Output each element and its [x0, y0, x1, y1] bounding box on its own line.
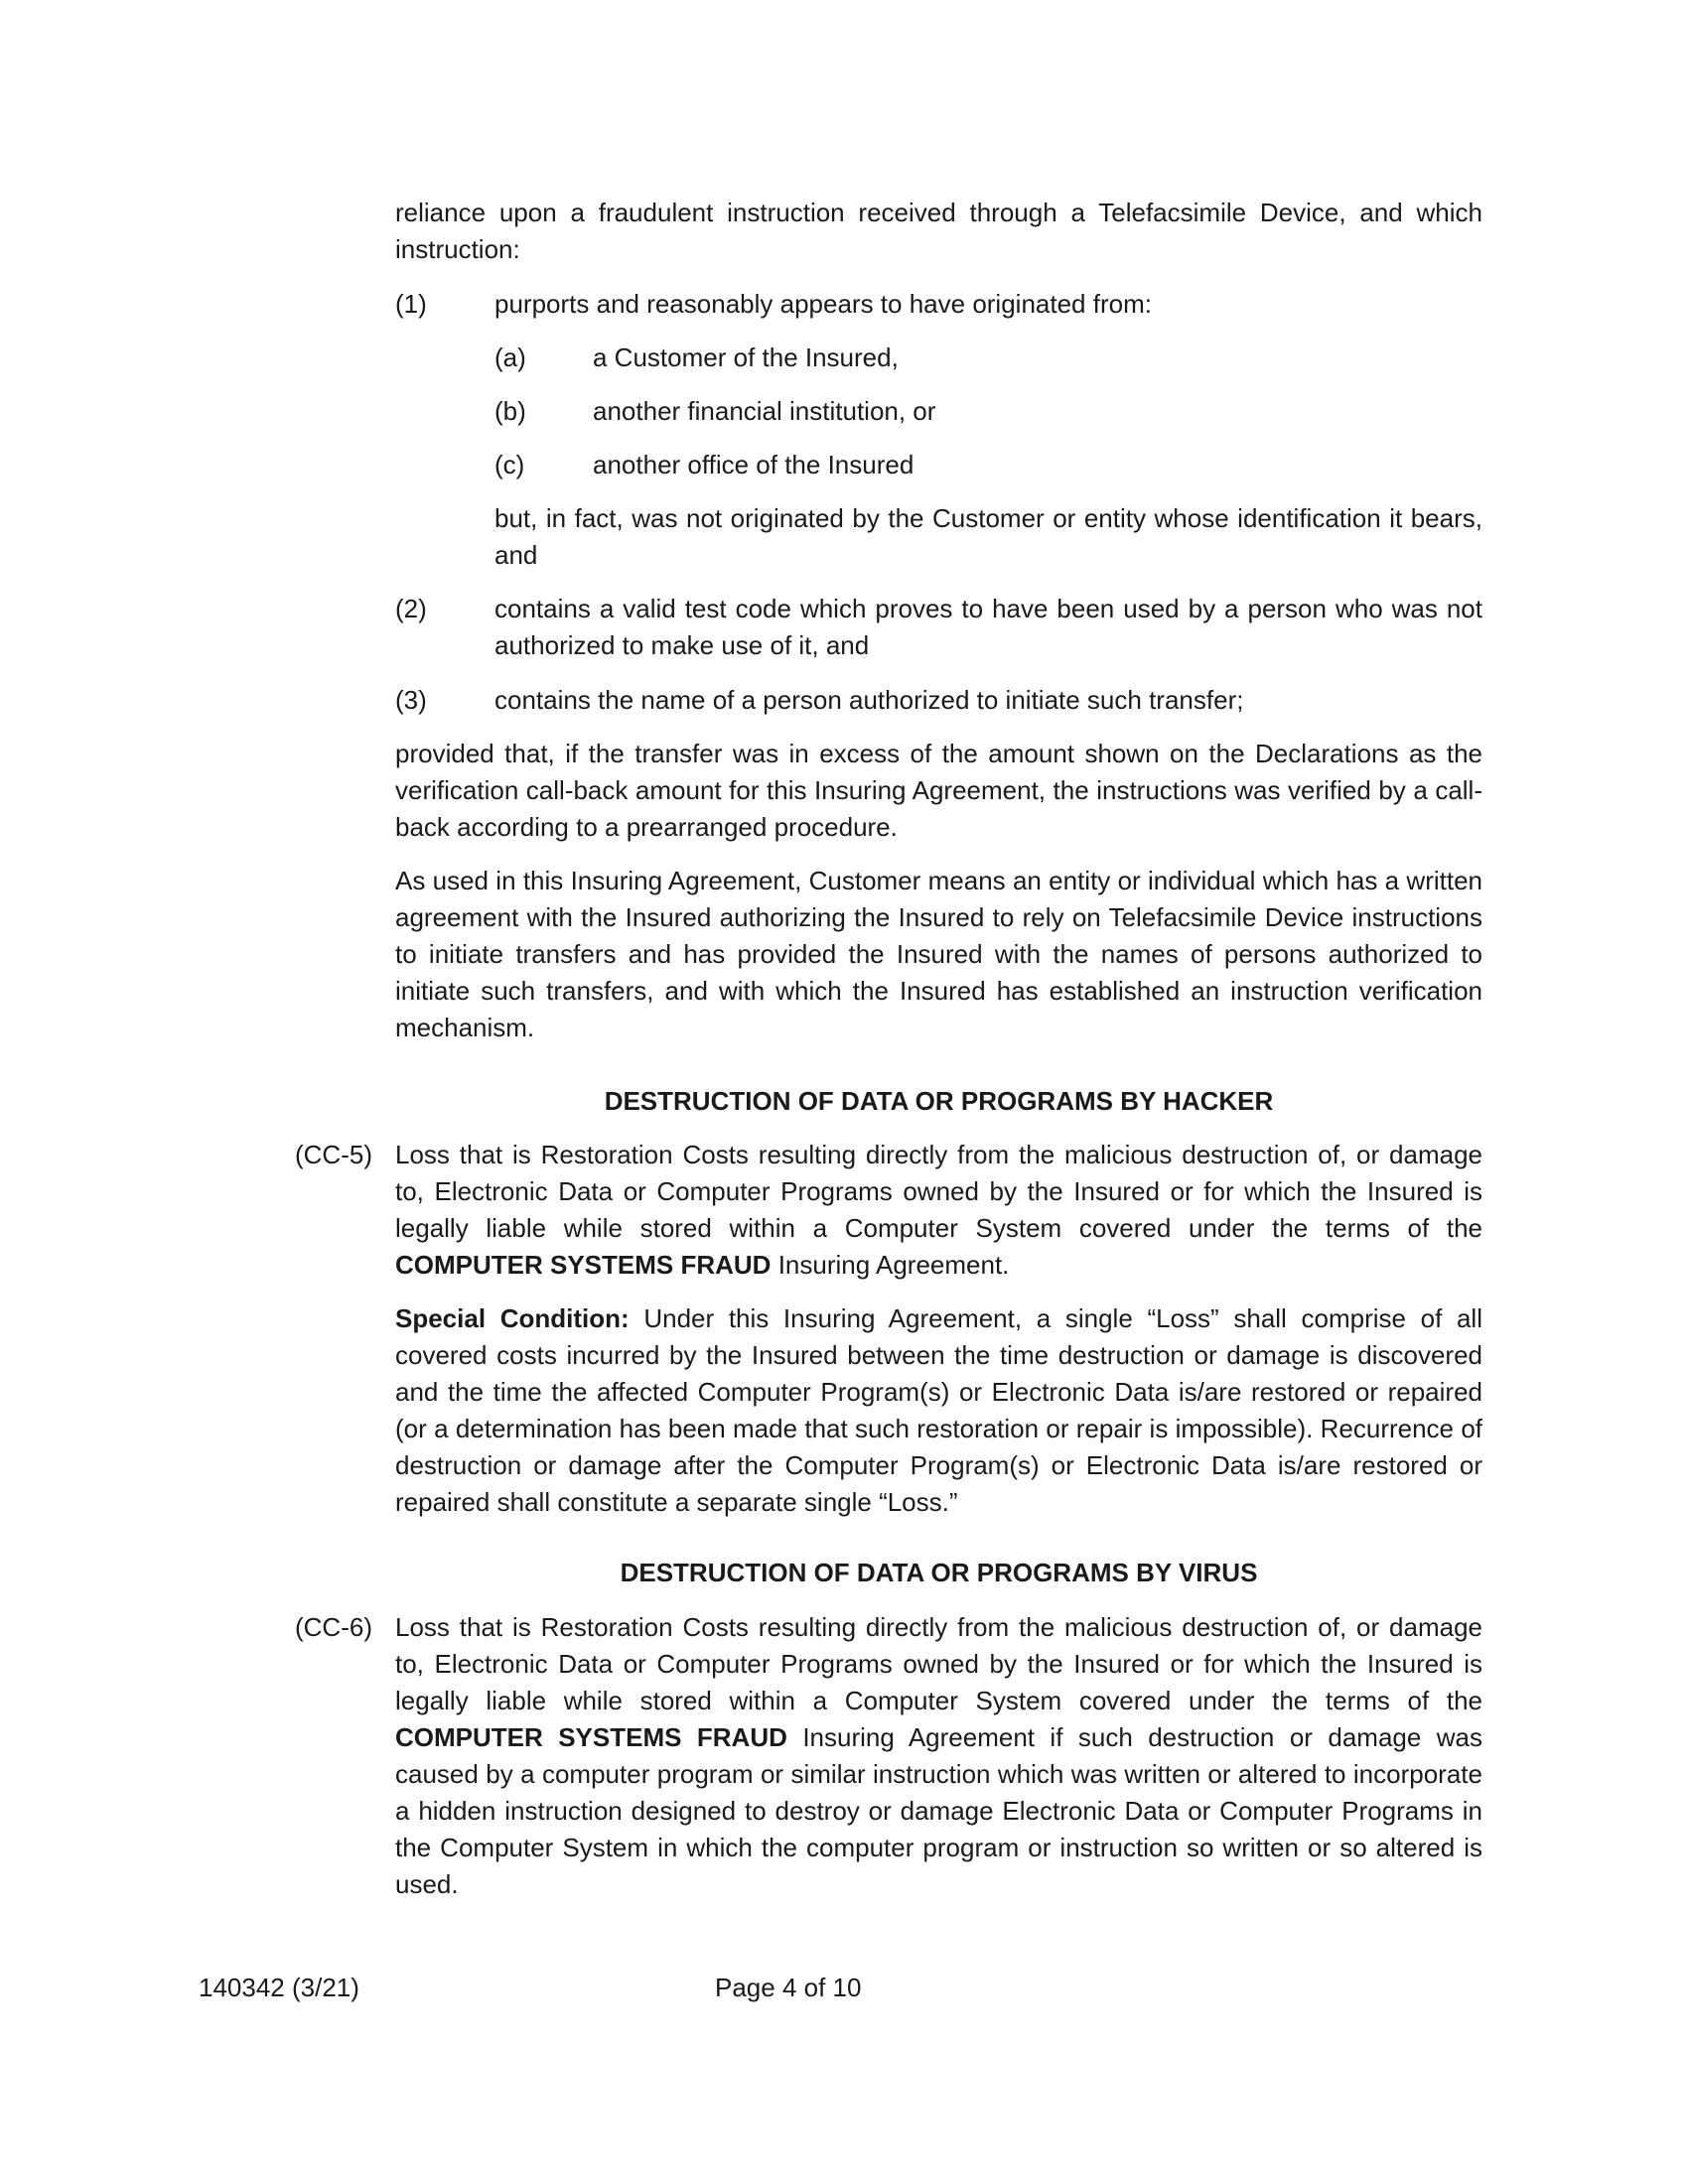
footer-page-number: Page 4 of 10 — [715, 1973, 862, 2002]
hacker-text-before: Loss that is Restoration Costs resulting directly from the malicious destruction of, or damage to, Electronic Data or Computer Programs owned by the Insured or for which the Insured is legally liable while stored within a Computer System covered under the terms of the — [395, 1140, 1482, 1243]
virus-text-after: Insuring Agreement if such destruction or damage was caused by a computer program or similar instruction which was written or altered to incorporate a hidden instruction designed to destroy or damage Electronic Data or Computer Programs in the Computer System in which the computer program or instruction so written or so altered is used. — [395, 1722, 1483, 1899]
footer-form-number: 140342 (3/21) — [199, 1973, 359, 2002]
item-text-1: purports and reasonably appears to have originated from: — [494, 289, 1152, 319]
hacker-paragraph — [395, 1137, 1482, 1284]
section-heading-hacker: DESTRUCTION OF DATA OR PROGRAMS BY HACKER — [604, 1086, 1274, 1116]
special-condition-paragraph — [395, 1300, 1482, 1521]
hacker-bold-term: COMPUTER SYSTEMS FRAUD — [395, 1250, 772, 1280]
item-text-3: contains the name of a person authorized to initiate such transfer; — [494, 685, 1244, 715]
special-condition-label: Special Condition: — [395, 1303, 630, 1333]
section-code-cc5: (CC-5) — [295, 1140, 372, 1169]
but-in-fact-paragraph: but, in fact, was not originated by the Customer or entity whose identification it bears, and — [494, 503, 1482, 570]
section-heading-virus: DESTRUCTION OF DATA OR PROGRAMS BY VIRUS — [620, 1558, 1258, 1587]
special-condition-text: Under this Insuring Agreement, a single “Loss” shall comprise of all covered costs incurred by the Insured between the time destruction or damage is discovered and the time the affected Computer Program(s) or Electronic Data is/are restored or repaired (or a determination has been made that such restoration or repair is impossible). Recurrence of destruction or damage after the Computer Program(s) or Electronic Data is/are restored or repaired shall constitute a separate single “Loss.” — [395, 1303, 1482, 1517]
provided-that-paragraph: provided that, if the transfer was in excess of the amount shown on the Declarations as the verification call-back amount for this Insuring Agreement, the instructions was verified by a call-back according to a prearranged procedure. — [395, 739, 1482, 842]
item-number-2: (2) — [395, 594, 427, 623]
section-code-cc6: (CC-6) — [295, 1612, 372, 1642]
sub-item-number-a: (a) — [494, 342, 526, 372]
sub-item-text-a: a Customer of the Insured, — [593, 342, 899, 372]
sub-item-text-b: another financial institution, or — [593, 396, 936, 426]
sub-item-number-b: (b) — [494, 396, 526, 426]
item-number-3: (3) — [395, 685, 427, 715]
intro-paragraph: reliance upon a fraudulent instruction received through a Telefacsimile Device, and which instruction: — [395, 198, 1482, 264]
sub-item-text-c: another office of the Insured — [593, 450, 914, 479]
virus-bold-term: COMPUTER SYSTEMS FRAUD — [395, 1722, 787, 1752]
customer-definition-paragraph: As used in this Insuring Agreement, Customer means an entity or individual which has a written agreement with the Insured authorizing the Insured to rely on Telefacsimile Device instructions to initiate transfers and has provided the Insured with the names of persons authorized to initiate such transfers, and with which the Insured has established an instruction verification mechanism. — [395, 866, 1482, 1042]
sub-item-number-c: (c) — [494, 450, 525, 479]
item-text-2: contains a valid test code which proves to have been used by a person who was not authorized to make use of it, and — [494, 594, 1482, 660]
hacker-text-after: Insuring Agreement. — [771, 1250, 1010, 1280]
virus-paragraph — [395, 1609, 1482, 1903]
virus-text-before: Loss that is Restoration Costs resulting directly from the malicious destruction of, or damage to, Electronic Data or Computer Programs owned by the Insured or for which the Insured is legally liable while stored within a Computer System covered under the terms of the — [395, 1612, 1482, 1715]
item-number-1: (1) — [395, 289, 427, 319]
